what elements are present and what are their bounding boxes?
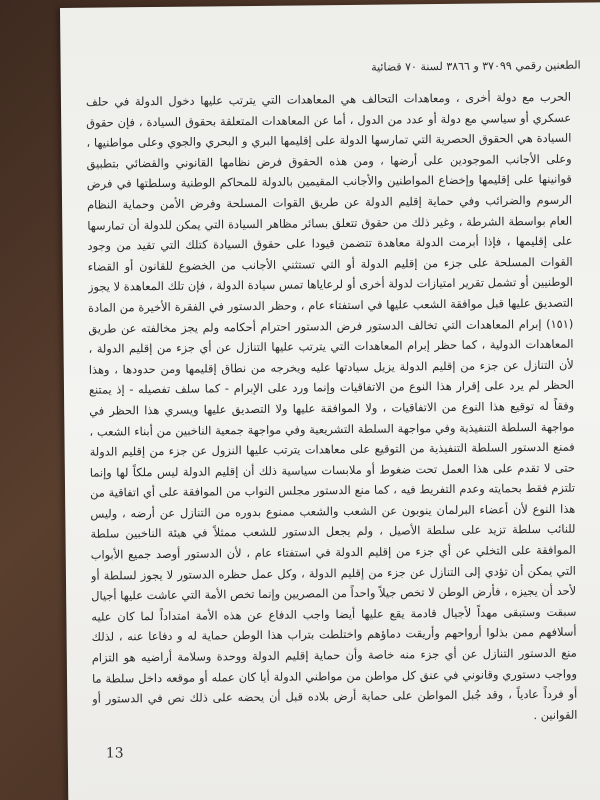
document-page [60,2,600,800]
page-number: 13 [105,745,124,762]
body-paragraph: الحرب مع دولة أخرى ، ومعاهدات التحالف هي المعاهدات التي يترتب عليها دخول الدولة في حلف عسكري أو سياسي مع دولة أو عدد من الدول ، أما عن المعاهدات المتعلقة بحقوق السيادة ، فإن حقوق السيادة هي الحقوق الحصرية التي تمارسها الدولة على إقليمها البري و البحري والجوي وعلى مواطنيها ، وعلى الأجانب الموجودين على أرضها ، ومن هذه الحقوق فرض نظامها القانوني والقضائي بتطبيق قوانينها على إقليمها وإخضاع المواطنين والأجانب المقيمين بالدولة للمحاكم الوطنية وسلطتها في فرض الرسوم والضرائب وفي حماية إقليم الدولة عن طريق القوات المسلحة وفرض الأمن وحماية النظام العام بواسطة الشرطة ، وغير ذلك من حقوق تتعلق بسائر مظاهر السيادة التي يمكن للدولة أن تمارسها على إقليمها ، فإذا أبرمت الدولة معاهدة تتضمن قيودا على حقوق السيادة كتلك التي تقيد من وجود القوات المسلحة على جزء من إقليم الدولة أو التي تستثني الأجانب من الخضوع للقانون أو القضاء الوطنيين أو تشمل تقرير امتيازات لدولة أخرى أو لرعاياها تمس سيادة الدولة ، فإن تلك المعاهدة لا يجوز التصديق عليها قبل موافقة الشعب عليها في استفتاء عام ، وحظر الدستور في الفقرة الأخيرة من المادة (١٥١) إبرام المعاهدات التي تخالف الدستور فرض الدستور احترام أحكامه ولم يجز مخالفته عن طريق المعاهدات الدولية ، كما حظر إبرام المعاهدات التي يترتب عليها التنازل عن أي جزء من إقليم الدولة ، لأن التنازل عن جزء من إقليم الدولة يزيل سيادتها عليه ويخرجه من نطاق إقليمها ومن حدودها ، وهذا الحظر لم يرد على إقرار هذا النوع من الاتفاقيات وإنما ورد على الإبرام - كما سلف تفصيله - إذ يمتنع وفقاً له توقيع هذا النوع من الاتفاقيات ، ولا الموافقة عليها ولا التصديق عليها ويسري هذا الحظر في مواجهة السلطة التنفيذية وفي مواجهة السلطة التشريعية وفي مواجهة جمعية الناخبين من أبناء الشعب ، فمنع الدستور السلطة التنفيذية من التوقيع على معاهدات يترتب عليها النزول عن جزء من إقليم الدولة حتى لا تقدم على هذا العمل تحت ضغوط أو ملابسات سياسية ذلك أن إقليم الدولة ليس ملكاً لها وإنما تلتزم فقط بحمايته وعدم التفريط فيه ، كما منع الدستور مجلس النواب من الموافقة على أي اتفاقية من هذا النوع لأن أعضاء البرلمان ينوبون عن الشعب والشعب ممنوع بدوره من التنازل عن أرضه ، وليس للنائب سلطة تزيد على سلطة الأصيل ، ولم يجعل الدستور للشعب ممثلاً في هيئة الناخبين سلطة الموافقة على التخلي عن أي جزء من إقليم الدولة في استفتاء عام ، لأن الدستور أوصد جميع الأبواب التي يمكن أن تؤدي إلى التنازل عن جزء من إقليم الدولة ، وكل عمل حظره الدستور لا يجوز لسلطة أو لأحد أن يجيزه ، فأرض الوطن لا تخص جيلاً واحداً من المصريين وإنما تخص الأمة التي عاشت عليها أجيال سبقت وستبقى مهداً لأجيال قادمة يقع عليها أيضا واجب الدفاع عن هذه الأمة امتداداً لما كان عليه أسلافهم ممن بذلوا أرواحهم وأريقت دماؤهم واختلطت بتراب هذا الوطن حماية له و دفاعا عنه ، لذلك منع الدستور التنازل عن أي جزء منه خاصة وأن حماية إقليم الدولة ووحدة وسلامة أراضيه هو التزام وواجب دستوري وقانوني في عنق كل مواطن من مواطني الدولة أيا كان عمله أو موقعه داخل سلطة ما أو فرداً عادياً ، وقد جُبل المواطن على حماية أرض بلاده قبل أن يحضه على ذلك نص في الدستور أو القوانين . [85,89,578,722]
case-number-header: الطعنين رقمي ٣٧٠٩٩ و ٣٨٦٦ لسنة ٧٠ قضائية [371,58,581,74]
